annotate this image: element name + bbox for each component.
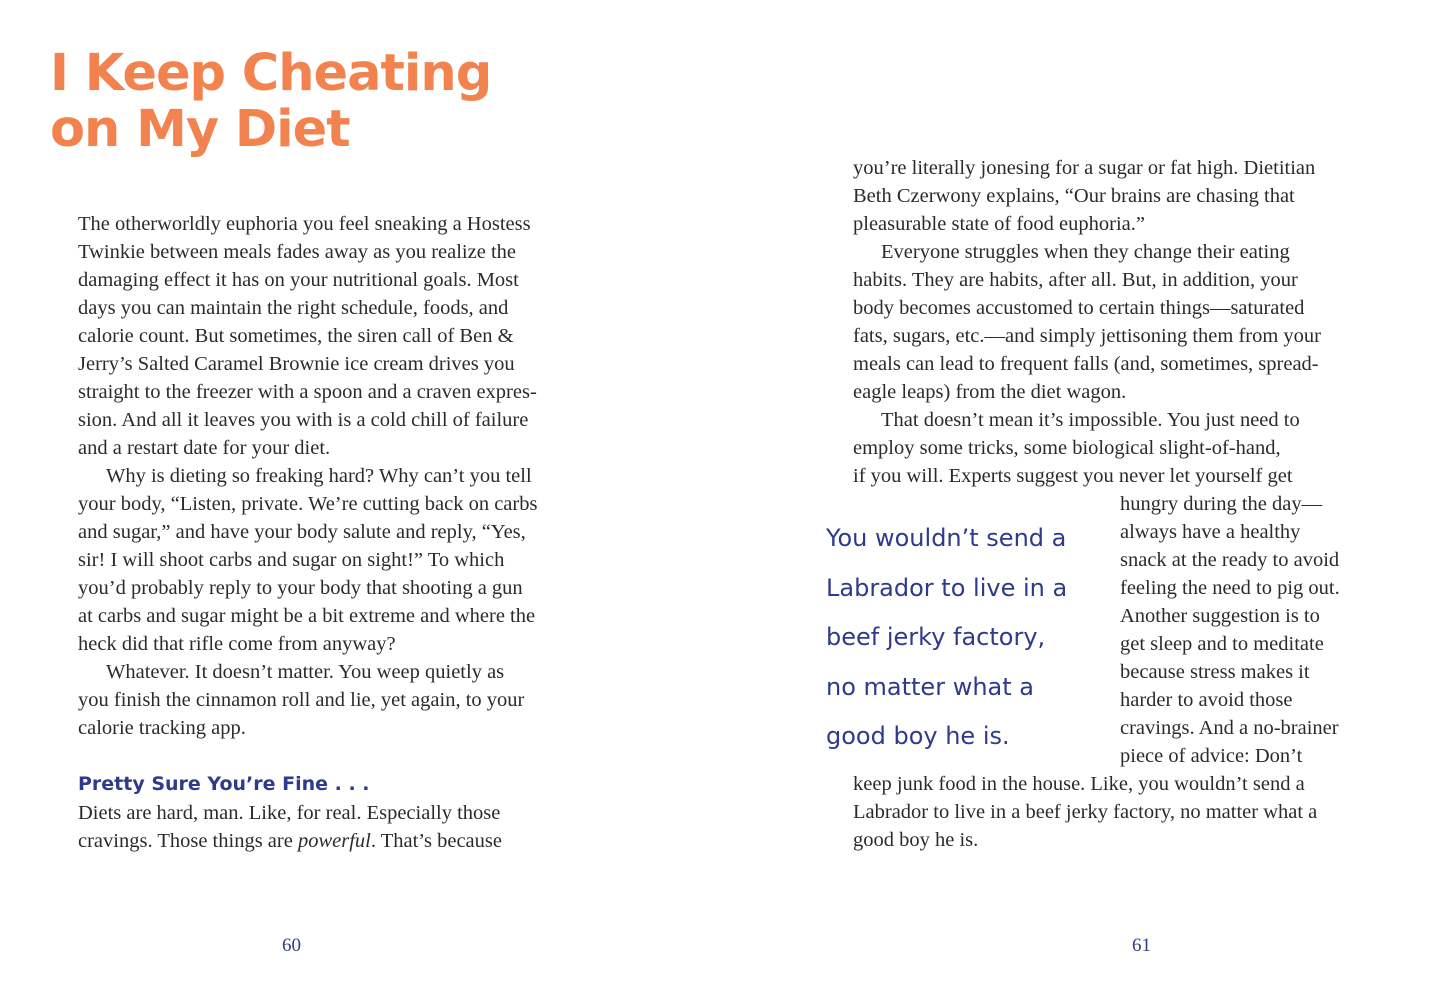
body-line: you’d probably reply to your body that shooting a gun (78, 577, 523, 599)
body-text-run: cravings. Those things are (78, 830, 298, 852)
body-line: fats, sugars, etc.—and simply jettisoning them from your (853, 325, 1322, 347)
body-line: sion. And all it leaves you with is a cold chill of failure (78, 409, 529, 431)
body-line: good boy he is. (853, 829, 979, 851)
pull-quote (826, 514, 1116, 762)
pull-quote-line: no matter what a (826, 672, 1034, 701)
body-line: if you will. Experts suggest you never let yourself get (853, 465, 1293, 487)
body-line: meals can lead to frequent falls (and, sometimes, spread- (853, 353, 1319, 375)
closing-body-text (853, 770, 1373, 854)
body-line: calorie count. But sometimes, the siren call of Ben & (78, 325, 514, 347)
body-line: Whatever. It doesn’t matter. You weep quietly as (106, 661, 505, 683)
page-number-right: 61 (1132, 935, 1151, 956)
body-line: snack at the ready to avoid (1120, 549, 1340, 571)
body-line: days you can maintain the right schedule, foods, and (78, 297, 509, 319)
body-line: feeling the need to pig out. (1120, 577, 1340, 599)
body-line: damaging effect it has on your nutritional goals. Most (78, 269, 519, 291)
body-line: calorie tracking app. (78, 717, 246, 739)
body-line: at carbs and sugar might be a bit extreme and where the (78, 605, 536, 627)
left-body-text (78, 210, 583, 742)
section-heading: Pretty Sure You’re Fine . . . (78, 773, 370, 795)
body-line: get sleep and to meditate (1120, 633, 1324, 655)
chapter-title-line-1: I Keep Cheating (50, 44, 492, 103)
body-line: Another suggestion is to (1120, 605, 1320, 627)
body-line: hungry during the day— (1120, 493, 1323, 515)
body-line: cravings. And a no-brainer (1120, 717, 1339, 739)
body-line: The otherworldly euphoria you feel sneaking a Hostess (78, 213, 531, 235)
body-line: Jerry’s Salted Caramel Brownie ice cream drives you (78, 353, 515, 375)
chapter-title-line-2: on My Diet (50, 100, 350, 159)
left-page (0, 0, 722, 1004)
page-number-left: 60 (282, 935, 301, 956)
body-line: keep junk food in the house. Like, you wouldn’t send a (853, 773, 1305, 795)
body-line: heck did that rifle come from anyway? (78, 633, 396, 655)
body-line: piece of advice: Don’t (1120, 745, 1303, 767)
body-line: harder to avoid those (1120, 689, 1293, 711)
section-body-text (78, 799, 583, 855)
body-line: Diets are hard, man. Like, for real. Especially those (78, 802, 501, 824)
body-line (78, 827, 583, 855)
pull-quote-line: Labrador to live in a (826, 573, 1068, 602)
body-line: habits. They are habits, after all. But, in addition, your (853, 269, 1298, 291)
body-line: Labrador to live in a beef jerky factory, no matter what a (853, 801, 1318, 823)
body-line: Twinkie between meals fades away as you realize the (78, 241, 516, 263)
body-line: Why is dieting so freaking hard? Why can’t you tell (106, 465, 532, 487)
body-line: always have a healthy (1120, 521, 1301, 543)
body-line: That doesn’t mean it’s impossible. You just need to (881, 409, 1300, 431)
body-line: sir! I will shoot carbs and sugar on sight!” To which (78, 549, 505, 571)
body-line: you’re literally jonesing for a sugar or fat high. Dietitian (853, 157, 1316, 179)
body-line: straight to the freezer with a spoon and a craven expres- (78, 381, 537, 403)
body-line: your body, “Listen, private. We’re cutting back on carbs (78, 493, 538, 515)
chapter-title (50, 46, 650, 158)
emphasis-text: powerful (297, 830, 371, 852)
body-line: because stress makes it (1120, 661, 1310, 683)
body-line: pleasurable state of food euphoria.” (853, 213, 1146, 235)
wrapped-body-text (1120, 490, 1380, 770)
right-page (722, 0, 1445, 1004)
right-body-text (853, 154, 1373, 490)
body-line: and sugar,” and have your body salute and reply, “Yes, (78, 521, 526, 543)
pull-quote-line: You wouldn’t send a (826, 524, 1067, 552)
body-line: eagle leaps) from the diet wagon. (853, 381, 1127, 403)
body-text-run: . That’s because (370, 830, 502, 852)
pull-quote-line: beef jerky factory, (826, 623, 1046, 651)
body-line: employ some tricks, some biological slight-of-hand, (853, 437, 1281, 459)
pull-quote-line: good boy he is. (826, 722, 1010, 750)
body-line: Beth Czerwony explains, “Our brains are chasing that (853, 185, 1295, 207)
body-line: body becomes accustomed to certain things—saturated (853, 297, 1305, 319)
body-line: Everyone struggles when they change their eating (881, 241, 1290, 263)
body-line: you finish the cinnamon roll and lie, yet again, to your (78, 689, 525, 711)
body-line: and a restart date for your diet. (78, 437, 331, 459)
